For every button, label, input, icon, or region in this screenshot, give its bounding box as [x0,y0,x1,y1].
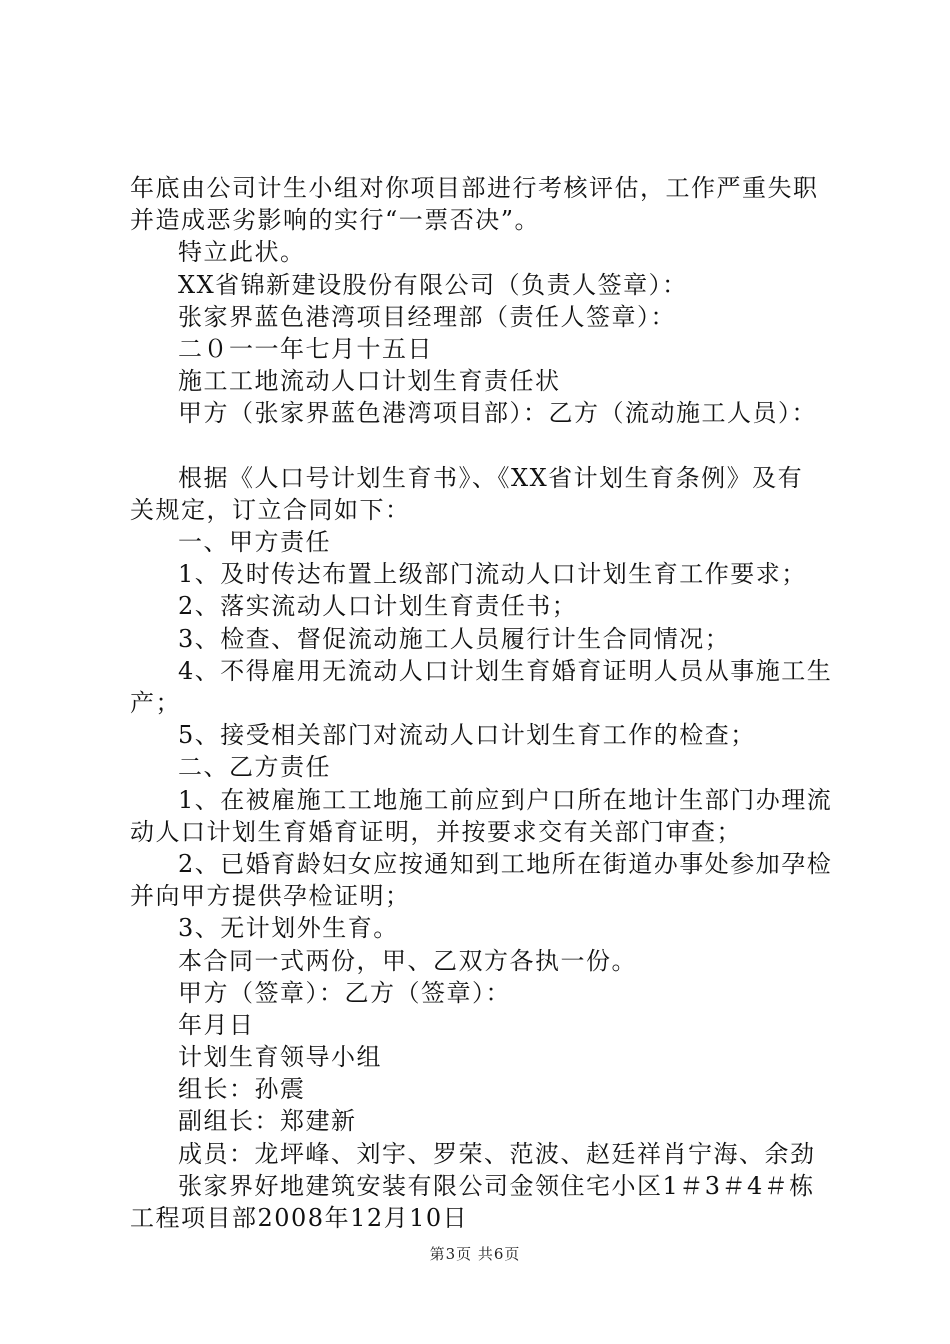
page-footer: 第3页 共6页 [429,1245,521,1263]
text-line: 二０一一年七月十五日 [178,334,433,363]
text-line: 甲方（签章）：乙方（签章）： [178,978,511,1007]
text-line: 二、乙方责任 [178,753,331,782]
blank-line [130,430,830,462]
text-line: 3、检查、督促流动施工人员履行计生合同情况； [178,624,731,653]
text-line: 并造成恶劣影响的实行“一票否决”。 [130,206,541,235]
text-line: 1、在被雇施工工地施工前应到户口所在地计生部门办理流 [178,785,833,814]
text-line: 并向甲方提供孕检证明； [130,882,411,911]
text-line: 特立此状。 [178,238,306,267]
text-line: 本合同一式两份，甲、乙双方各执一份。 [178,946,637,975]
text-line: 产； [130,689,181,717]
text-line: 动人口计划生育婚育证明，并按要求交有关部门审查； [130,817,742,846]
text-line: 年月日 [178,1010,255,1039]
text-line: 4、不得雇用无流动人口计划生育婚育证明人员从事施工生 [178,656,833,685]
text-line: 副组长：郑建新 [178,1107,357,1136]
text-line: 张家界蓝色港湾项目经理部（责任人签章）： [178,302,676,331]
text-line: 张家界好地建筑安装有限公司金领住宅小区1＃3＃4＃栋 [178,1171,815,1200]
text-line: 计划生育领导小组 [178,1043,382,1072]
text-line: 1、及时传达布置上级部门流动人口计划生育工作要求； [178,560,807,589]
text-line: 3、无计划外生育。 [178,914,399,943]
text-line: 2、已婚育龄妇女应按通知到工地所在街道办事处参加孕检 [178,849,833,878]
document-body [130,172,833,1234]
text-line: 成员：龙坪峰、刘宇、罗荣、范波、赵廷祥肖宁海、余劲 [178,1139,816,1168]
text-line: 一、甲方责任 [178,528,331,557]
text-line: 施工工地流动人口计划生育责任状 [178,367,561,396]
text-line: 关规定，订立合同如下： [130,495,411,524]
text-line: 年底由公司计生小组对你项目部进行考核评估，工作严重失职 [130,174,819,202]
text-line: 2、落实流动人口计划生育责任书； [178,592,578,621]
text-line: 5、接受相关部门对流动人口计划生育工作的检查； [178,721,756,750]
text-line: 组长：孙震 [178,1075,306,1104]
text-line: 甲方（张家界蓝色港湾项目部）：乙方（流动施工人员）： [178,399,817,428]
text-line: 工程项目部2008年12月10日 [130,1204,469,1232]
text-line: XX省锦新建设股份有限公司（负责人签章）： [178,270,688,299]
text-line: 根据《人口号计划生育书》、《XX省计划生育条例》及有 [178,463,804,492]
